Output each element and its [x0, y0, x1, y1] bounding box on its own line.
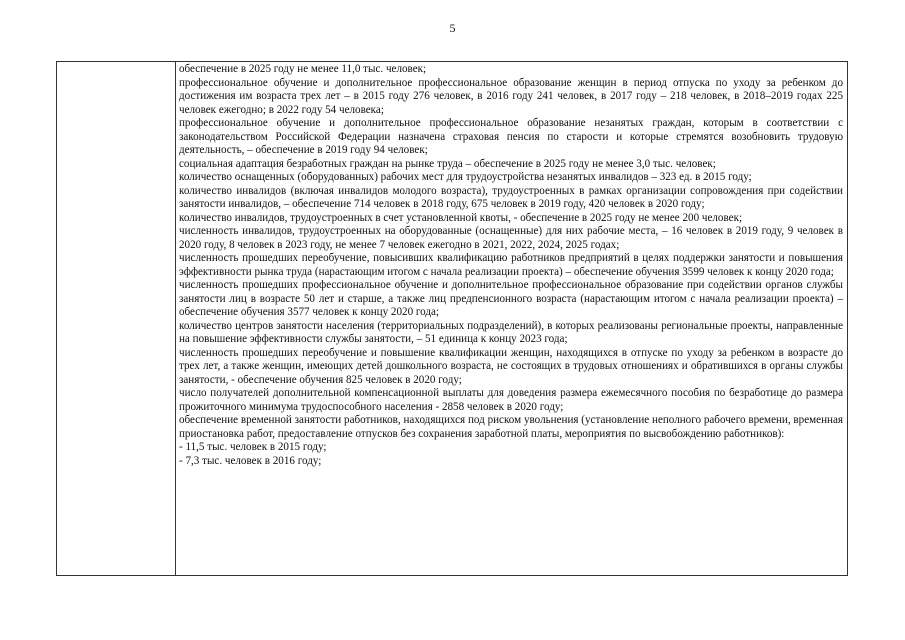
- table-left-column: [57, 62, 176, 575]
- paragraph: социальная адаптация безработных граждан на рынке труда – обеспечение в 2025 году не менее 3,0 тыс. человек;: [179, 157, 716, 170]
- paragraph: обеспечение в 2025 году не менее 11,0 тыс. человек;: [179, 63, 427, 75]
- paragraph: - 11,5 тыс. человек в 2015 году;: [179, 441, 327, 453]
- paragraph: профессиональное обучение и дополнительное профессиональное образование женщин в период отпуска по уходу за ребенком до достижения им возраста трех лет – в 2015 году 276 человек, в 2016 году 241 человек, в 2017 году – 218 человек, в 2018–2019 годах 225 человек ежегодно; в 2022 году 54 человека;: [179, 76, 843, 116]
- paragraph: количество инвалидов (включая инвалидов молодого возраста), трудоустроенных в рамках организации сопровождения при содействии занятости инвалидов, – обеспечение 714 человек в 2018 году, 675 человек в 2019 году, 420 человек в 2020 году;: [179, 184, 843, 210]
- paragraph: количество инвалидов, трудоустроенных в счет установленной квоты, - обеспечение в 2025 году не менее 200 человек;: [179, 211, 743, 224]
- paragraph: число получателей дополнительной компенсационной выплаты для доведения размера ежемесячного пособия по безработице до размера прожиточного минимума трудоспособного населения - 2858 человек в 2020 году;: [179, 387, 843, 413]
- paragraph: - 7,3 тыс. человек в 2016 году;: [179, 454, 322, 467]
- paragraph: численность прошедших переобучение и повышение квалификации женщин, находящихся в отпуске по уходу за ребенком в возрасте до трех лет, а также женщин, имеющих детей дошкольного возраста, не состоящих в трудовых отношениях и обратившихся в органы службы занятости, - обеспечение обучения 825 человек в 2020 году;: [179, 346, 843, 386]
- paragraph: количество оснащенных (оборудованных) рабочих мест для трудоустройства незанятых инвалидов – 323 ед. в 2015 году;: [179, 171, 752, 183]
- paragraph: количество центров занятости населения (территориальных подразделений), в которых реализованы региональные проекты, направленные на повышение эффективности службы занятости, – 51 единица к концу 2023 года;: [179, 319, 843, 345]
- page-number: 5: [449, 21, 456, 35]
- paragraph: численность прошедших переобучение, повысивших квалификацию работников предприятий в целях поддержки занятости и повышения эффективности рынка труда (нарастающим итогом с начала реализации проекта) – обеспечение обучения 3599 человек к концу 2020 года;: [179, 252, 843, 278]
- paragraph: профессиональное обучение и дополнительное профессиональное образование незанятых граждан, которым в соответствии с законодательством Российской Федерации назначена страховая пенсия по старости и которые стремятся возобновить трудовую деятельность, – обеспечение в 2019 году 94 человек;: [179, 117, 843, 156]
- paragraph: численность прошедших профессиональное обучение и дополнительное профессиональное образование при содействии органов службы занятости лиц в возрасте 50 лет и старше, а также лиц предпенсионного возраста (нарастающим итогом с начала реализации проекта) – обеспечение обучения 3577 человек к концу 2020 года;: [179, 279, 843, 318]
- paragraph: численность инвалидов, трудоустроенных на оборудованные (оснащенные) для них рабочие места, – 16 человек в 2019 году, 9 человек в 2020 году, 8 человек в 2023 году, не менее 7 человек ежегодно в 2021, 2022, 2024, 2025 годах;: [179, 225, 843, 251]
- table-right-column: [176, 63, 847, 575]
- document-table: [56, 61, 848, 576]
- paragraph: обеспечение временной занятости работников, находящихся под риском увольнения (установление неполного рабочего времени, временная приостановка работ, предоставление отпусков без сохранения заработной платы, мероприятия по высвобождению работников):: [179, 414, 843, 440]
